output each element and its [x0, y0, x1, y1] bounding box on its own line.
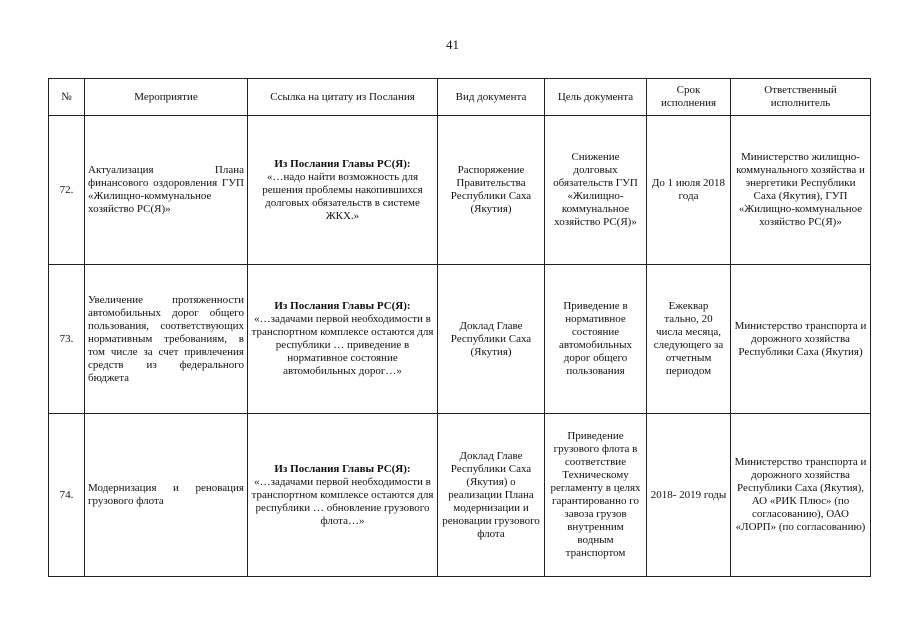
header-deadline: Срок исполнения [647, 79, 731, 116]
header-quote: Ссылка на цитату из Послания [248, 79, 438, 116]
table-row [49, 265, 871, 414]
row-doc-type: Распоряжение Правительства Республики Саха (Якутия) [438, 116, 545, 265]
row-responsible: Министерство транспорта и дорожного хозяйства Республики Саха (Якутия), АО «РИК Плюс» (по согласованию), ОАО «ЛОРП» (по согласованию) [731, 414, 871, 577]
events-table [48, 78, 871, 577]
quote-title: Из Послания Главы РС(Я): [274, 462, 411, 475]
row-goal: Снижение долговых обязательств ГУП «Жилищно-коммунальное хозяйство РС(Я)» [545, 116, 647, 265]
header-doc-type: Вид документа [438, 79, 545, 116]
page-number: 41 [446, 37, 459, 52]
row-quote [248, 414, 438, 577]
header-num: № [49, 79, 85, 116]
row-goal: Приведение в нормативное состояние автомобильных дорог общего пользования [545, 265, 647, 414]
quote-text: «…надо найти возможность для решения проблемы накопившихся долговых обязательств в системе ЖКХ.» [262, 170, 423, 222]
row-goal: Приведение грузового флота в соответствие Техническому регламенту в целях гарантированно го завоза грузов внутренним водным транспортом [545, 414, 647, 577]
row-responsible: Министерство жилищно-коммунального хозяйства и энергетики Республики Саха (Якутия), ГУП «Жилищно-коммунальное хозяйство РС(Я)» [731, 116, 871, 265]
row-deadline: До 1 июля 2018 года [647, 116, 731, 265]
table-row [49, 116, 871, 265]
row-event: Увеличение протяженности автомобильных дорог общего пользования, соответствующих нормативным требованиям, в том числе за счет привлечения средств из федерального бюджета [85, 265, 248, 414]
row-quote [248, 116, 438, 265]
row-event: Актуализация Плана финансового оздоровления ГУП «Жилищно-коммунальное хозяйство РС(Я)» [85, 116, 248, 265]
row-event: Модернизация и реновация грузового флота [85, 414, 248, 577]
row-doc-type: Доклад Главе Республики Саха (Якутия) [438, 265, 545, 414]
quote-title: Из Послания Главы РС(Я): [274, 157, 411, 170]
table-header-row [49, 79, 871, 116]
row-doc-type: Доклад Главе Республики Саха (Якутия) о реализации Плана модернизации и реновации грузового флота [438, 414, 545, 577]
row-deadline: 2018- 2019 годы [647, 414, 731, 577]
row-num: 73. [49, 265, 85, 414]
quote-text: «…задачами первой необходимости в транспортном комплексе остаются для республики … приведение в нормативное состояние автомобильных дорог…» [251, 313, 434, 377]
quote-text: «…задачами первой необходимости в транспортном комплексе остаются для республики … обновление грузового флота…» [251, 475, 434, 527]
row-deadline: Ежеквар тально, 20 числа месяца, следующего за отчетным периодом [647, 265, 731, 414]
header-responsible: Ответственный исполнитель [731, 79, 871, 116]
row-quote [248, 265, 438, 414]
header-event: Мероприятие [85, 79, 248, 116]
table-row [49, 414, 871, 577]
header-goal: Цель документа [545, 79, 647, 116]
row-num: 72. [49, 116, 85, 265]
quote-title: Из Послания Главы РС(Я): [274, 300, 411, 312]
row-responsible: Министерство транспорта и дорожного хозяйства Республики Саха (Якутия) [731, 265, 871, 414]
row-num: 74. [49, 414, 85, 577]
